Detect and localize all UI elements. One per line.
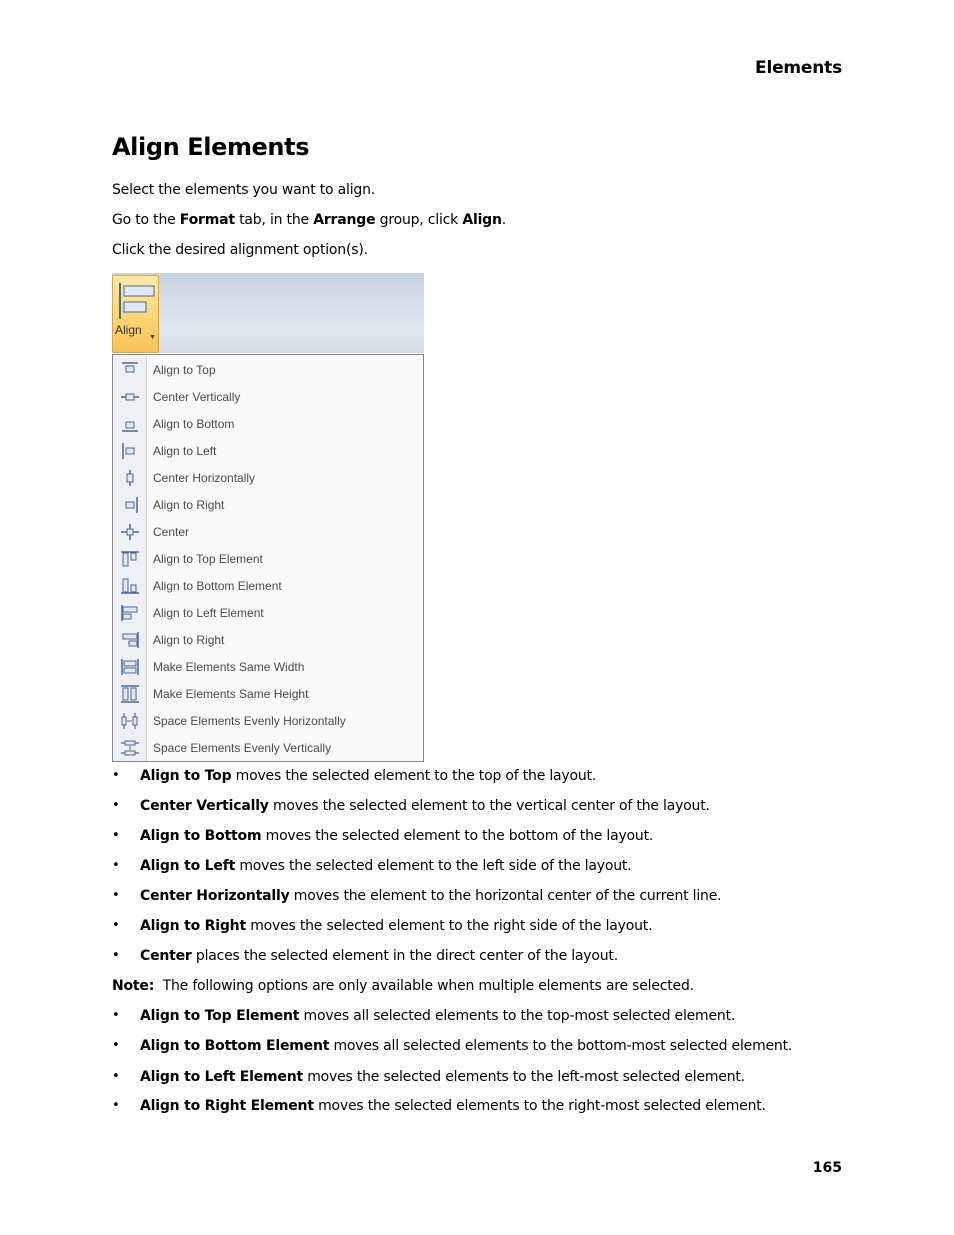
align-top-icon	[120, 361, 140, 379]
option-term: Align to Top Element	[140, 1008, 300, 1024]
option-description: moves the selected elements to the left-most selected element.	[302, 1069, 745, 1085]
menu-item-label: Align to Right	[153, 633, 225, 647]
align-right-element-icon	[120, 631, 140, 649]
page-number: 165	[812, 1160, 842, 1176]
chevron-down-icon: ▼	[149, 334, 156, 341]
page-title: Align Elements	[112, 133, 310, 161]
menu-item-align-to-bottom-element[interactable]	[113, 573, 423, 600]
align-top-element-icon	[120, 550, 140, 568]
option-term: Align to Right Element	[140, 1098, 314, 1114]
option-term: Align to Bottom	[140, 828, 262, 844]
option-description: moves all selected elements to the bottom-most selected element.	[329, 1038, 793, 1054]
bullet-glyph: •	[112, 828, 120, 843]
center-vertically-icon	[120, 388, 140, 406]
menu-item-label: Align to Top	[153, 363, 216, 377]
bullet-glyph: •	[112, 1098, 120, 1113]
option-description: moves the selected element to the bottom of the layout.	[261, 828, 654, 844]
bullet-glyph: •	[112, 888, 120, 903]
menu-item-label: Center	[153, 525, 190, 539]
menu-item-align-to-top-element[interactable]	[113, 546, 423, 573]
menu-item-make-elements-same-width[interactable]	[113, 654, 423, 681]
option-description: moves the element to the horizontal center of the current line.	[289, 888, 722, 904]
running-header: Elements	[755, 58, 842, 78]
bullet-glyph: •	[112, 1038, 120, 1053]
option-term: Align to Left	[140, 858, 236, 874]
option-term: Align to Bottom Element	[140, 1038, 330, 1054]
menu-item-make-elements-same-height[interactable]	[113, 681, 423, 708]
menu-item-label: Make Elements Same Width	[153, 660, 305, 674]
bullet-glyph: •	[112, 1069, 120, 1084]
space-horizontally-icon	[120, 712, 140, 730]
note-text: The following options are only available when multiple elements are selected.	[154, 978, 694, 994]
center-icon	[120, 523, 140, 541]
menu-item-label: Make Elements Same Height	[153, 687, 309, 701]
option-term: Center Horizontally	[140, 888, 290, 904]
arrange-group-term: Arrange	[313, 212, 376, 228]
option-description: moves the selected element to the left side of the layout.	[235, 858, 632, 874]
menu-item-label: Center Vertically	[153, 390, 241, 404]
menu-item-align-to-right-element[interactable]	[113, 627, 423, 654]
option-description: moves the selected elements to the right-most selected element.	[313, 1098, 766, 1114]
align-button[interactable]	[112, 275, 159, 353]
option-term: Align to Top	[140, 768, 232, 784]
menu-item-label: Align to Bottom Element	[153, 579, 282, 593]
menu-item-center[interactable]	[113, 519, 423, 546]
menu-item-label: Align to Right	[153, 498, 225, 512]
menu-item-align-to-top[interactable]	[113, 357, 423, 384]
bullet-glyph: •	[112, 768, 120, 783]
note	[112, 978, 694, 994]
menu-item-align-to-left[interactable]	[113, 438, 423, 465]
align-menu-screenshot	[112, 273, 424, 762]
center-horizontally-icon	[120, 469, 140, 487]
option-description: moves the selected element to the vertical center of the layout.	[268, 798, 710, 814]
bullet-glyph: •	[112, 1008, 120, 1023]
format-tab-term: Format	[179, 212, 235, 228]
same-width-icon	[120, 658, 140, 676]
align-left-icon	[120, 442, 140, 460]
option-term: Align to Right	[140, 918, 246, 934]
intro-step-2: Go to the Format tab, in the Arrange group, click Align.	[112, 212, 507, 228]
option-description: moves the selected element to the right side of the layout.	[245, 918, 653, 934]
menu-item-label: Align to Top Element	[153, 552, 263, 566]
option-term: Center Vertically	[140, 798, 269, 814]
same-height-icon	[120, 685, 140, 703]
menu-item-label: Center Horizontally	[153, 471, 256, 485]
align-bottom-element-icon	[120, 577, 140, 595]
menu-item-center-vertically[interactable]	[113, 384, 423, 411]
intro-step-1: Select the elements you want to align.	[112, 182, 376, 198]
option-term: Align to Left Element	[140, 1069, 303, 1085]
menu-item-label: Align to Bottom	[153, 417, 235, 431]
bullet-glyph: •	[112, 948, 120, 963]
option-description: moves the selected element to the top of the layout.	[231, 768, 597, 784]
bullet-glyph: •	[112, 858, 120, 873]
intro-step-3: Click the desired alignment option(s).	[112, 242, 368, 258]
menu-item-label: Align to Left Element	[153, 606, 264, 620]
note-label: Note:	[112, 978, 155, 994]
align-large-icon	[117, 282, 157, 320]
align-bottom-icon	[120, 415, 140, 433]
option-term: Center	[140, 948, 192, 964]
align-right-icon	[120, 496, 140, 514]
menu-item-align-to-right[interactable]	[113, 492, 423, 519]
menu-item-label: Space Elements Evenly Horizontally	[153, 714, 346, 728]
menu-item-center-horizontally[interactable]	[113, 465, 423, 492]
menu-item-space-evenly-vertically[interactable]	[113, 735, 423, 762]
option-description: moves all selected elements to the top-most selected element.	[299, 1008, 736, 1024]
align-dropdown-menu	[112, 354, 424, 762]
space-vertically-icon	[120, 739, 140, 757]
align-left-element-icon	[120, 604, 140, 622]
menu-item-label: Align to Left	[153, 444, 217, 458]
align-button-label: Align	[115, 323, 142, 337]
align-button-term: Align	[462, 212, 502, 228]
bullet-glyph: •	[112, 918, 120, 933]
menu-item-align-to-left-element[interactable]	[113, 600, 423, 627]
bullet-glyph: •	[112, 798, 120, 813]
menu-item-align-to-bottom[interactable]	[113, 411, 423, 438]
menu-item-space-evenly-horizontally[interactable]	[113, 708, 423, 735]
menu-item-label: Space Elements Evenly Vertically	[153, 741, 332, 755]
option-description: places the selected element in the direct center of the layout.	[191, 948, 618, 964]
